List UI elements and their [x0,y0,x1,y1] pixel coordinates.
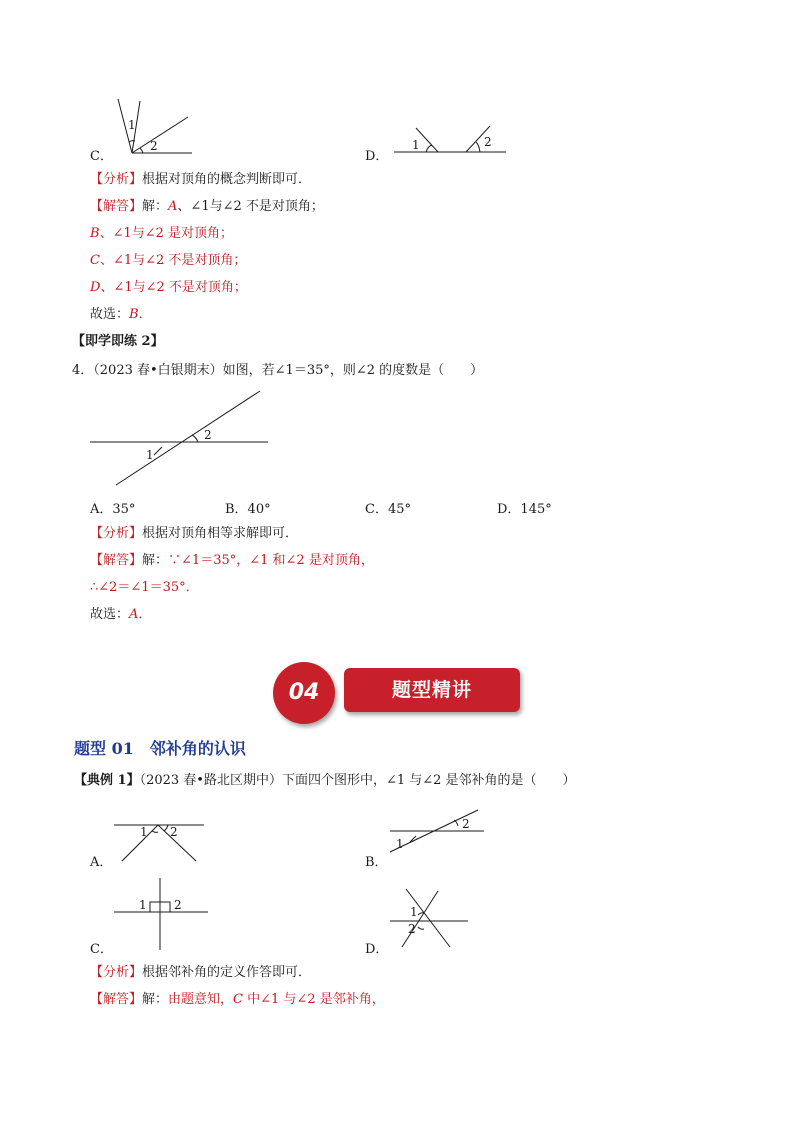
angle-label-1: 1 [412,138,420,152]
angle-label-2: 2 [408,922,416,936]
q4-therefore: ∴∠2＝∠1＝35°． [90,580,199,595]
q4-option-b: B．40° [225,502,271,517]
angle-label-2: 2 [204,428,212,442]
angle-label-1: 1 [140,825,148,839]
analysis-1-fenxi: 【分析】根据对顶角的概念判断即可． [90,172,312,187]
example-option-b: B． [365,855,388,870]
figure-example-c [112,876,212,952]
angle-label-1: 1 [396,837,404,851]
angle-label-2: 2 [150,139,158,153]
banner-title: 题型精讲 [391,679,472,701]
figure-question-4 [88,385,273,490]
example-option-c: C． [90,942,113,957]
section-title: 题型 01 邻补角的认识 [74,739,246,758]
figure-d-top [390,118,510,158]
example-1-jieda: 【解答】解：由题意知，C 中∠1 与∠2 是邻补角， [90,992,385,1007]
example-1-text: 【典例 1】（2023 春•路北区期中）下面四个图形中，∠1 与∠2 是邻补角的是（ ） [74,773,576,788]
option-d-label: D． [365,149,389,164]
figure-c-top [110,95,200,160]
angle-label-1: 1 [410,905,418,919]
question-4-text: 4．（2023 春•白银期末）如图，若∠1＝35°，则∠2 的度数是（ ） [72,363,484,378]
q4-option-a: A．35° [90,502,136,517]
angle-label-1: 1 [146,448,154,462]
banner-number: 04 [288,680,320,705]
analysis-1-conclusion: 故选：B． [90,307,152,322]
option-c-label: C． [90,149,113,164]
angle-label-2: 2 [170,825,178,839]
angle-label-1: 1 [139,898,147,912]
q4-jieda: 【解答】解：∵∠1＝35°，∠1 和∠2 是对顶角， [90,553,374,568]
analysis-1-line-d: D、∠1与∠2 不是对顶角； [90,280,247,295]
example-1-fenxi: 【分析】根据邻补角的定义作答即可． [90,965,312,980]
figure-example-a [112,815,207,865]
example-option-d: D． [365,942,389,957]
figure-example-d [388,885,473,951]
analysis-1-line-b: B、∠1与∠2 是对顶角； [90,226,234,241]
example-option-a: A． [90,855,113,870]
analysis-1-line-c: C、∠1与∠2 不是对顶角； [90,253,247,268]
q4-option-d: D．145° [497,502,552,517]
q4-conclusion: 故选：A． [90,607,152,622]
angle-label-2: 2 [174,898,182,912]
analysis-1-jieda: 【解答】解：A、∠1与∠2 不是对顶角； [90,199,324,214]
angle-label-2: 2 [484,135,492,149]
practice-header: 【即学即练 2】 [72,334,164,349]
angle-label-2: 2 [462,817,470,831]
figure-example-b [388,808,488,858]
q4-option-c: C．45° [365,502,411,517]
q4-fenxi: 【分析】根据对顶角相等求解即可． [90,526,299,541]
angle-label-1: 1 [128,118,136,132]
